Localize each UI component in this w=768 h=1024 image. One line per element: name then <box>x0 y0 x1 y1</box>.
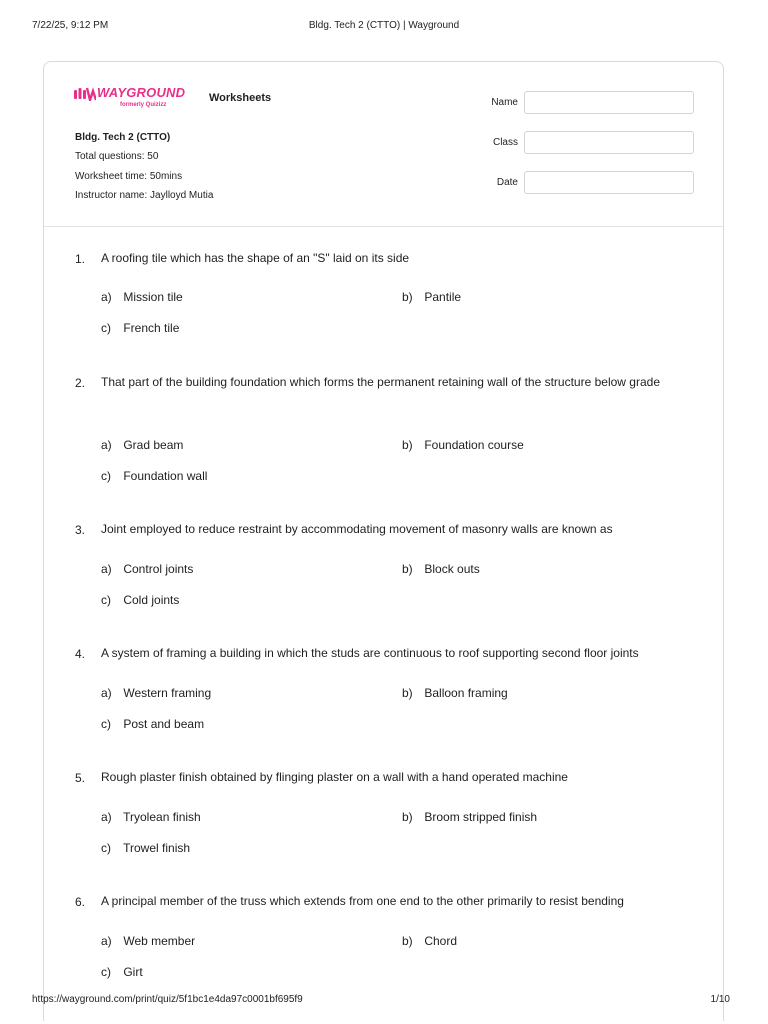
print-header <box>32 20 736 34</box>
option-letter: c) <box>101 321 111 335</box>
option-text: Girt <box>123 965 143 979</box>
option-a[interactable] <box>101 562 193 576</box>
option-text: Web member <box>123 934 196 948</box>
option-c[interactable] <box>101 965 143 979</box>
option-c[interactable] <box>101 321 179 335</box>
question-number: 5. <box>75 771 86 785</box>
option-c[interactable] <box>101 717 204 731</box>
option-text: Cold joints <box>123 593 180 607</box>
instructor-name: Instructor name: Jaylloyd Mutia <box>75 190 214 202</box>
option-b[interactable] <box>402 810 537 824</box>
option-letter: a) <box>101 290 112 304</box>
option-text: Pantile <box>424 290 462 304</box>
option-text: Control joints <box>123 562 194 576</box>
print-timestamp: 7/22/25, 9:12 PM <box>32 20 109 31</box>
option-b[interactable] <box>402 438 524 452</box>
print-footer <box>32 994 736 1008</box>
question-text: Rough plaster finish obtained by flinging plaster on a wall with a hand operated machine <box>101 770 568 784</box>
option-letter: a) <box>101 562 112 576</box>
option-text: Foundation course <box>424 438 524 452</box>
question-number: 4. <box>75 647 86 661</box>
option-c[interactable] <box>101 469 207 483</box>
question-text: That part of the building foundation which forms the permanent retaining wall of the structure below grade <box>101 375 660 389</box>
class-field[interactable] <box>524 131 694 154</box>
worksheets-label: Worksheets <box>209 92 272 104</box>
option-b[interactable] <box>402 934 457 948</box>
page-number: 1/10 <box>710 994 730 1005</box>
print-page-title: Bldg. Tech 2 (CTTO) | Wayground <box>308 20 460 31</box>
wayground-logo-icon <box>74 87 96 101</box>
option-a[interactable] <box>101 290 183 304</box>
brand <box>74 85 274 115</box>
total-questions: Total questions: 50 <box>75 151 159 163</box>
option-letter: a) <box>101 810 112 824</box>
worksheet-title: Bldg. Tech 2 (CTTO) <box>75 132 171 143</box>
student-fields <box>487 91 697 211</box>
option-letter: b) <box>402 934 413 948</box>
question-number: 6. <box>75 895 86 909</box>
worksheet-time: Worksheet time: 50mins <box>75 170 183 182</box>
brand-subtitle: formerly Quizizz <box>120 102 167 108</box>
option-letter: b) <box>402 562 413 576</box>
option-text: French tile <box>123 321 180 335</box>
option-text: Trowel finish <box>123 841 191 855</box>
option-b[interactable] <box>402 686 508 700</box>
option-letter: a) <box>101 438 112 452</box>
brand-logo-text: WAYGROUND <box>97 85 186 100</box>
print-url: https://wayground.com/print/quiz/5f1bc1e4da97c0001bf695f9 <box>32 994 303 1005</box>
option-text: Chord <box>424 934 458 948</box>
worksheet-card <box>43 61 724 1021</box>
option-a[interactable] <box>101 686 211 700</box>
option-text: Foundation wall <box>123 469 208 483</box>
date-field[interactable] <box>524 171 694 194</box>
option-a[interactable] <box>101 934 195 948</box>
option-letter: a) <box>101 934 112 948</box>
option-letter: b) <box>402 810 413 824</box>
question-number: 2. <box>75 376 86 390</box>
question-text: A roofing tile which has the shape of an "S" laid on its side <box>101 251 410 265</box>
question-text: A principal member of the truss which extends from one end to the other primarily to resist bending <box>101 894 624 908</box>
class-field-row <box>487 131 697 156</box>
option-letter: b) <box>402 438 413 452</box>
option-b[interactable] <box>402 562 480 576</box>
option-a[interactable] <box>101 810 201 824</box>
class-label: Class <box>492 137 518 148</box>
option-a[interactable] <box>101 438 183 452</box>
option-text: Post and beam <box>123 717 205 731</box>
name-label: Name <box>491 97 518 108</box>
option-c[interactable] <box>101 593 179 607</box>
question-number: 1. <box>75 252 86 266</box>
question-text: Joint employed to reduce restraint by accommodating movement of masonry walls are known as <box>101 522 613 536</box>
option-letter: b) <box>402 686 413 700</box>
option-letter: c) <box>101 593 111 607</box>
option-text: Balloon framing <box>424 686 508 700</box>
option-letter: c) <box>101 469 111 483</box>
option-letter: c) <box>101 717 111 731</box>
worksheet-header <box>44 62 723 227</box>
worksheet-meta <box>75 128 213 206</box>
option-text: Broom stripped finish <box>424 810 538 824</box>
question-number: 3. <box>75 523 86 537</box>
date-field-row <box>487 171 697 196</box>
option-text: Block outs <box>424 562 480 576</box>
question-text: A system of framing a building in which the studs are continuous to roof supporting second floor joints <box>101 646 639 660</box>
option-text: Tryolean finish <box>123 810 201 824</box>
option-letter: b) <box>402 290 413 304</box>
name-field-row <box>487 91 697 116</box>
option-text: Mission tile <box>123 290 183 304</box>
option-c[interactable] <box>101 841 190 855</box>
option-letter: c) <box>101 841 111 855</box>
name-field[interactable] <box>524 91 694 114</box>
option-letter: a) <box>101 686 112 700</box>
date-label: Date <box>496 177 518 188</box>
option-letter: c) <box>101 965 111 979</box>
option-text: Western framing <box>123 686 212 700</box>
option-b[interactable] <box>402 290 461 304</box>
option-text: Grad beam <box>123 438 184 452</box>
